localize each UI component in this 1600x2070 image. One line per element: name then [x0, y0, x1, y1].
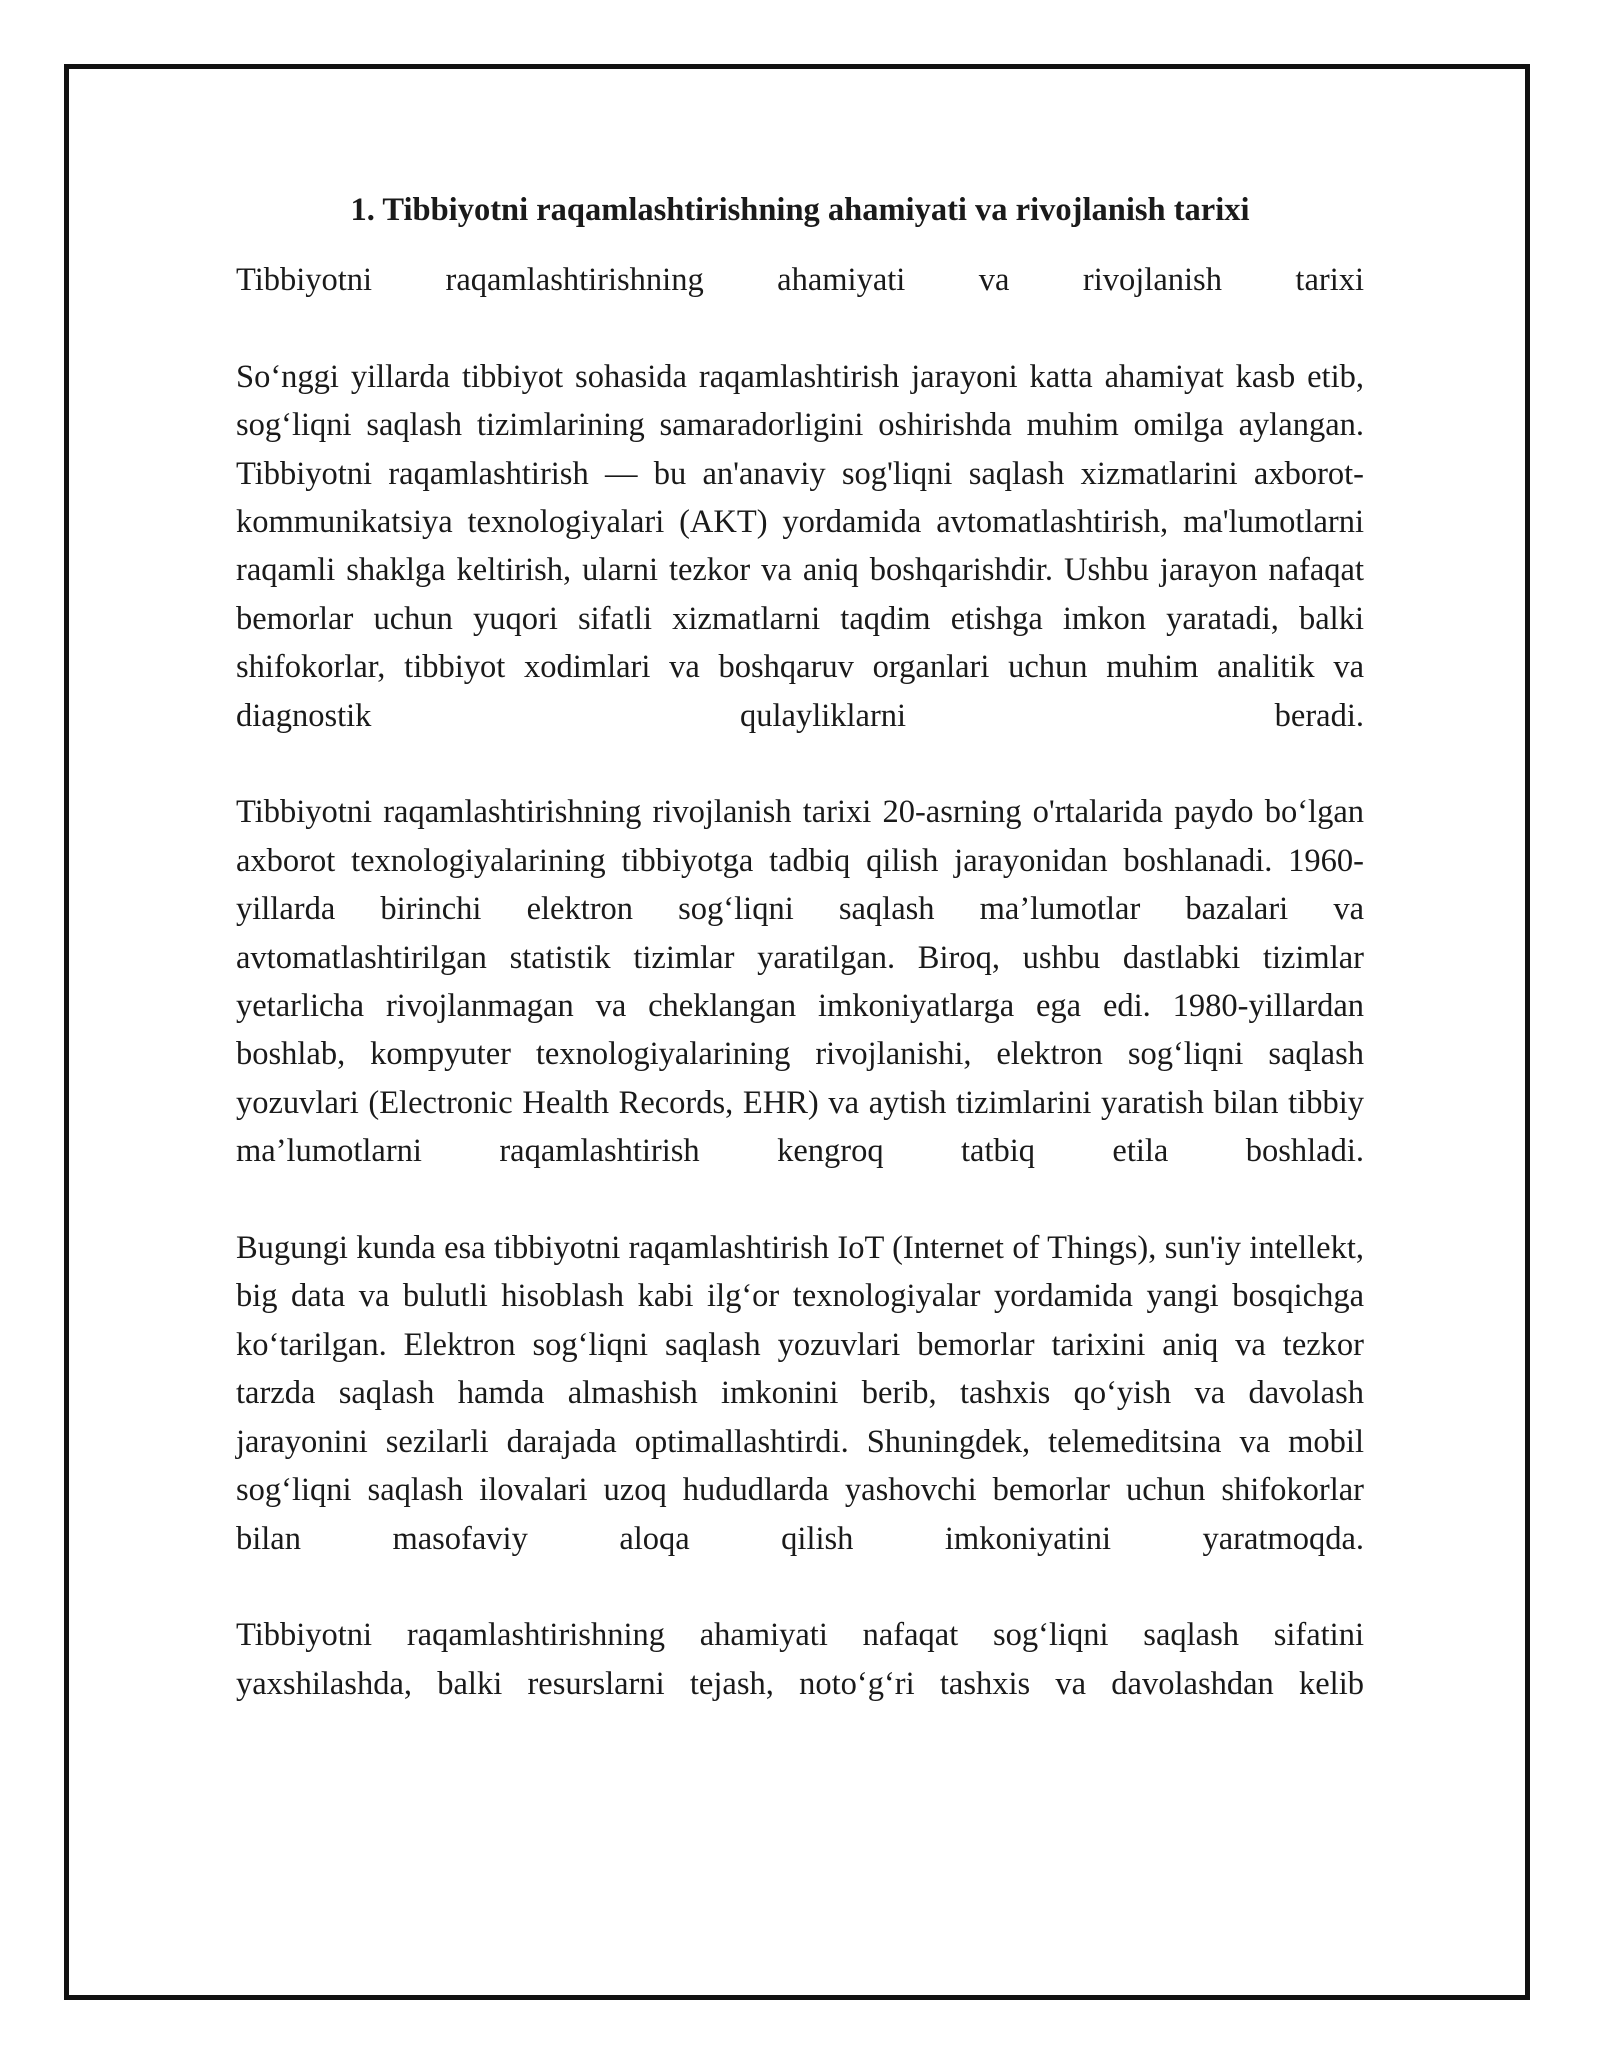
- paragraph-importance: Tibbiyotni raqamlashtirishning ahamiyati nafaqat sog‘liqni saqlash sifatini yaxshilashda, balki resurslarni tejash, noto‘g‘ri tashxis va davolashdan kelib: [236, 1617, 1364, 1702]
- paragraph-intro: So‘nggi yillarda tibbiyot sohasida raqamlashtirish jarayoni katta ahamiyat kasb etib, sog‘liqni saqlash tizimlarining samaradorligini oshirishda muhim omilga aylangan. Tibbiyotni raqamlashtirish — bu an'anaviy sog'liqni saqlash xizmatlarini axborot-kommunikatsiya texnologiyalari (AKT) yordamida avtomatlashtirish, ma'lumotlarni raqamli shaklga keltirish, ularni tezkor va aniq boshqarishdir. Ushbu jarayon nafaqat bemorlar uchun yuqori sifatli xizmatlarni taqdim etishga imkon yaratadi, balki shifokorlar, tibbiyot xodimlari va boshqaruv organlari uchun muhim analitik va diagnostik qulayliklarni beradi.: [236, 358, 1364, 734]
- document-body: [236, 186, 1364, 1708]
- paragraph-today: Bugungi kunda esa tibbiyotni raqamlashtirish IoT (Internet of Things), sun'iy intellekt, big data va bulutli hisoblash kabi ilg‘or texnologiyalar yordamida yangi bosqichga ko‘tarilgan. Elektron sog‘liqni saqlash yozuvlari bemorlar tarixini aniq va tezkor tarzda saqlash hamda almashish imkonini berib, tashxis qo‘yish va davolash jarayonini sezilarli darajada optimallashtirdi. Shuningdek, telemeditsina va mobil sog‘liqni saqlash ilovalari uzoq hududlarda yashovchi bemorlar uchun shifokorlar bilan masofaviy aloqa qilish imkoniyatini yaratmoqda.: [236, 1230, 1364, 1557]
- paragraph-history: Tibbiyotni raqamlashtirishning rivojlanish tarixi 20-asrning o'rtalarida paydo bo‘lgan axborot texnologiyalarining tibbiyotga tadbiq qilish jarayonidan boshlanadi. 1960-yillarda birinchi elektron sog‘liqni saqlash ma’lumotlar bazalari va avtomatlashtirilgan statistik tizimlar yaratilgan. Biroq, ushbu dastlabki tizimlar yetarlicha rivojlanmagan va cheklangan imkoniyatlarga ega edi. 1980-yillardan boshlab, kompyuter texnologiyalarining rivojlanishi, elektron sog‘liqni saqlash yozuvlari (Electronic Health Records, EHR) va aytish tizimlarini yaratish bilan tibbiy ma’lumotlarni raqamlashtirish kengroq tatbiq etila boshladi.: [236, 794, 1364, 1170]
- section-heading: 1. Tibbiyotni raqamlashtirishning ahamiyati va rivojlanish tarixi: [350, 192, 1250, 228]
- paragraph-subtitle: Tibbiyotni raqamlashtirishning ahamiyati va rivojlanish tarixi: [236, 262, 1364, 298]
